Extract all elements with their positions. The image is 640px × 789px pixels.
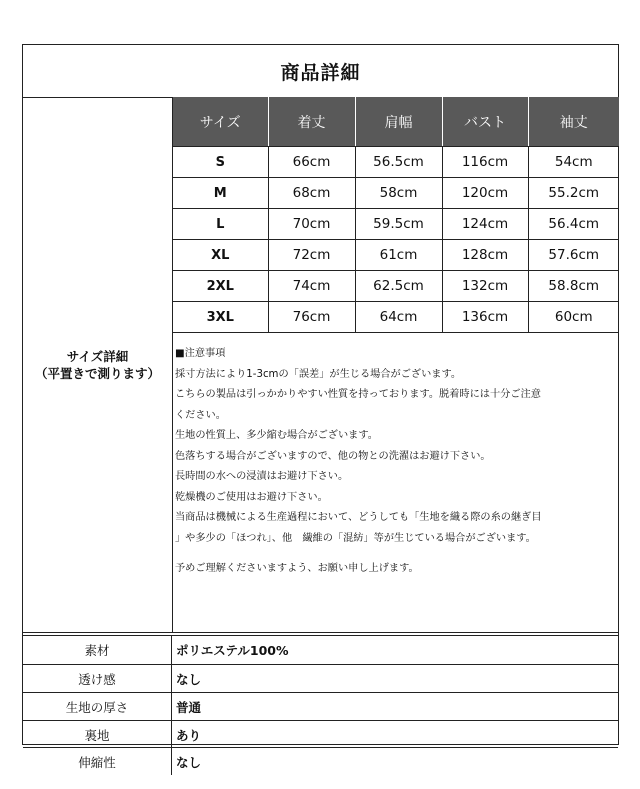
size-label-line1: サイズ詳細	[66, 349, 129, 364]
attr-label: 透け感	[23, 665, 172, 692]
header-shoulder: 肩幅	[355, 97, 442, 147]
cell-bust: 116cm	[442, 147, 528, 178]
attr-row-stretch	[23, 747, 618, 775]
cell-shoulder: 58cm	[355, 178, 442, 209]
attr-row-sheerness	[23, 664, 618, 692]
cell-size: XL	[173, 240, 268, 271]
cell-length: 70cm	[268, 209, 355, 240]
attr-label: 生地の厚さ	[23, 693, 172, 720]
cell-length: 74cm	[268, 271, 355, 302]
cell-size: 3XL	[173, 302, 268, 333]
attr-value: ポリエステル100%	[176, 643, 289, 658]
cell-sleeve: 57.6cm	[528, 240, 619, 271]
attr-label: 素材	[23, 636, 172, 664]
note-line: 」や多少の「ほつれ」、他 繊維の「混紡」等が生じている場合がございます。	[175, 532, 536, 544]
cell-bust: 132cm	[442, 271, 528, 302]
cell-bust: 124cm	[442, 209, 528, 240]
note-line: 採寸方法により1-3cmの「誤差」が生じる場合がございます。	[175, 368, 462, 380]
size-label-line2: （平置きで測ります）	[34, 366, 160, 381]
size-table	[173, 97, 619, 333]
page-title: 商品詳細	[23, 45, 618, 98]
header-length: 着丈	[268, 97, 355, 147]
cell-shoulder: 61cm	[355, 240, 442, 271]
cell-length: 72cm	[268, 240, 355, 271]
attr-value: あり	[176, 727, 202, 743]
cell-length: 66cm	[268, 147, 355, 178]
attr-value: なし	[176, 754, 202, 770]
cell-sleeve: 60cm	[528, 302, 619, 333]
cell-shoulder: 62.5cm	[355, 271, 442, 302]
attr-label: 伸縮性	[23, 748, 172, 775]
cell-length: 76cm	[268, 302, 355, 333]
product-details-frame	[22, 44, 619, 770]
table-row	[173, 178, 619, 209]
table-row	[173, 271, 619, 302]
table-row	[173, 147, 619, 178]
size-table-header	[173, 97, 619, 147]
cell-size: L	[173, 209, 268, 240]
cell-size: S	[173, 147, 268, 178]
note-line: こちらの製品は引っかかりやすい性質を持っております。脱着時には十分ご注意	[175, 389, 541, 400]
note-line: ください。	[175, 409, 226, 421]
header-size: サイズ	[173, 97, 268, 147]
notes-heading: ■注意事項	[175, 348, 226, 359]
attr-row-lining	[23, 720, 618, 748]
note-line: 乾燥機のご使用はお避け下さい。	[175, 491, 328, 503]
cell-shoulder: 64cm	[355, 302, 442, 333]
note-line: 当商品は機械による生産過程において、どうしても「生地を織る際の糸の継ぎ目	[175, 512, 542, 523]
care-notes	[173, 334, 619, 633]
cell-bust: 136cm	[442, 302, 528, 333]
note-line: 長時間の水への浸漬はお避け下さい。	[175, 471, 349, 482]
cell-shoulder: 56.5cm	[355, 147, 442, 178]
cell-shoulder: 59.5cm	[355, 209, 442, 240]
attr-value: 普通	[176, 699, 202, 715]
attr-row-material	[23, 636, 618, 664]
table-row	[173, 240, 619, 271]
cell-sleeve: 55.2cm	[528, 178, 619, 209]
attr-value: なし	[176, 671, 202, 687]
header-bust: バスト	[442, 97, 528, 147]
notes-closing: 予めご理解くださいますよう、お願い申し上げます。	[175, 563, 419, 574]
cell-length: 68cm	[268, 178, 355, 209]
cell-sleeve: 54cm	[528, 147, 619, 178]
attr-label: 裏地	[23, 721, 172, 748]
cell-size: 2XL	[173, 271, 268, 302]
table-row	[173, 302, 619, 333]
cell-sleeve: 56.4cm	[528, 209, 619, 240]
cell-sleeve: 58.8cm	[528, 271, 619, 302]
cell-size: M	[173, 178, 268, 209]
cell-bust: 120cm	[442, 178, 528, 209]
attributes-table	[23, 636, 618, 770]
note-line: 色落ちする場合がございますので、他の物との洗濯はお避け下さい。	[175, 450, 491, 462]
note-line: 生地の性質上、多少縮む場合がございます。	[175, 430, 378, 441]
header-sleeve: 袖丈	[528, 97, 619, 147]
table-row	[173, 209, 619, 240]
attr-row-thickness	[23, 692, 618, 720]
size-section-label	[23, 97, 173, 633]
cell-bust: 128cm	[442, 240, 528, 271]
